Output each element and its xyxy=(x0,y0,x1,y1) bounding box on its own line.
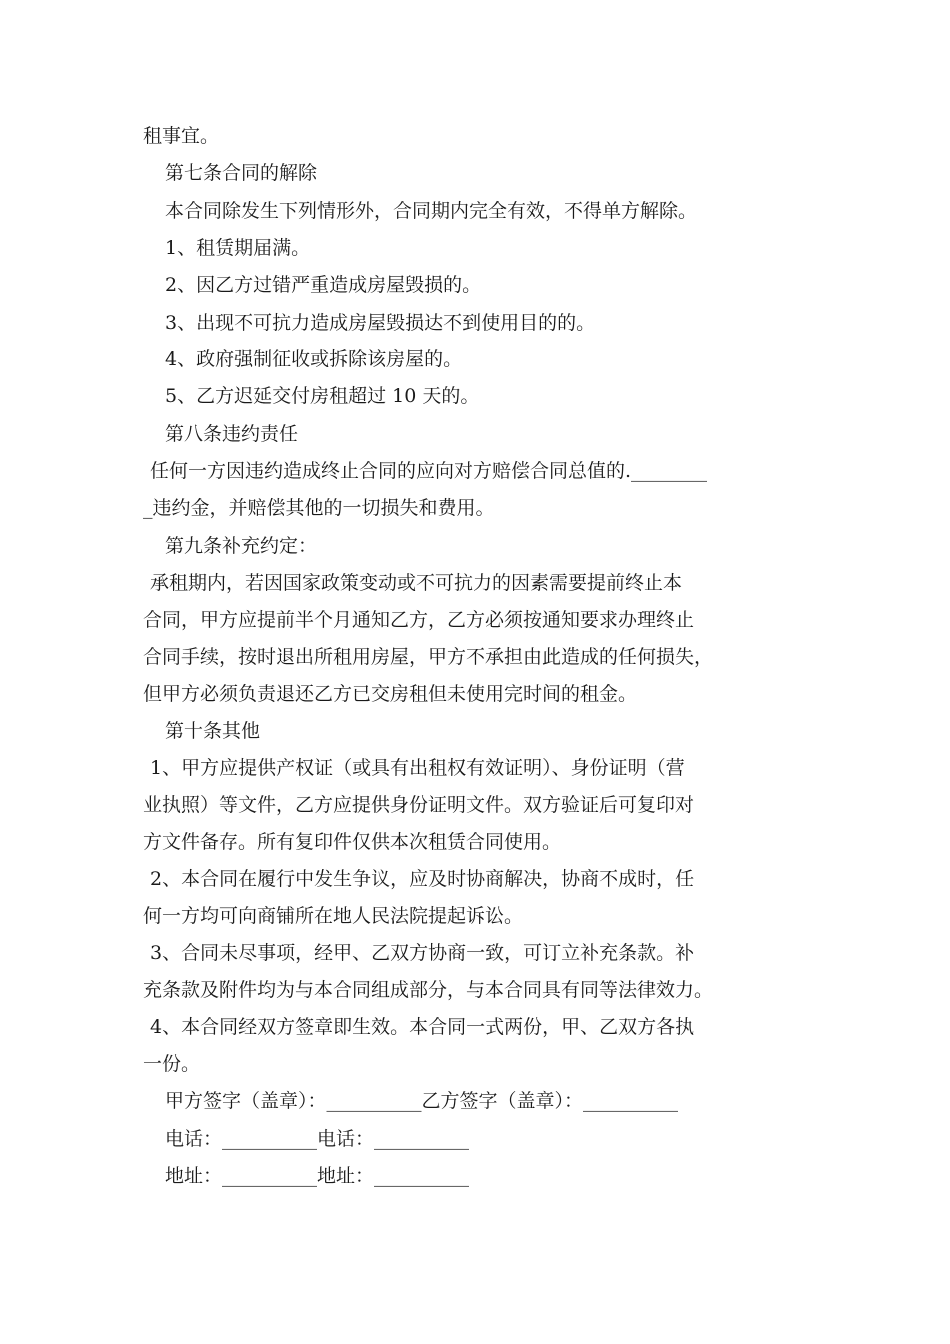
phone-line: 电话：__________电话：__________ xyxy=(165,1128,470,1150)
signature-line: 甲方签字（盖章）：__________乙方签字（盖章）：__________ xyxy=(165,1090,679,1112)
article-7-title: 第七条合同的解除 xyxy=(165,162,318,184)
address-line: 地址：__________地址：__________ xyxy=(165,1165,470,1187)
article-8-text-line-1: 任何一方因违约造成终止合同的应向对方赔偿合同总值的.________ xyxy=(150,460,708,482)
article-9-title: 第九条补充约定： xyxy=(165,535,318,557)
article-7-item-5: 5、乙方迟延交付房租超过 10 天的。 xyxy=(165,385,480,407)
article-10-clause-3-line-1: 3、合同未尽事项，经甲、乙双方协商一致，可订立补充条款。补 xyxy=(150,942,695,964)
article-8-title: 第八条违约责任 xyxy=(165,423,299,445)
article-8-text-line-2: _违约金，并赔偿其他的一切损失和费用。 xyxy=(143,497,495,519)
article-9-text-line-2: 合同，甲方应提前半个月通知乙方，乙方必须按通知要求办理终止 xyxy=(143,609,695,631)
article-9-text-line-4: 但甲方必须负责退还乙方已交房租但未使用完时间的租金。 xyxy=(143,683,638,705)
article-7-intro: 本合同除发生下列情形外，合同期内完全有效，不得单方解除。 xyxy=(165,200,698,222)
article-10-clause-4-line-2: 一份。 xyxy=(143,1053,201,1075)
article-7-item-2: 2、因乙方过错严重造成房屋毁损的。 xyxy=(165,274,482,296)
continued-text: 租事宜。 xyxy=(143,125,220,147)
article-10-clause-4-line-1: 4、本合同经双方签章即生效。本合同一式两份，甲、乙双方各执 xyxy=(150,1016,695,1038)
article-10-clause-1-line-3: 方文件备存。所有复印件仅供本次租赁合同使用。 xyxy=(143,831,562,853)
article-9-text-line-3: 合同手续，按时退出所租用房屋，甲方不承担由此造成的任何损失， xyxy=(143,646,714,668)
article-7-item-4: 4、政府强制征收或拆除该房屋的。 xyxy=(165,348,463,370)
article-10-clause-3-line-2: 充条款及附件均为与本合同组成部分，与本合同具有同等法律效力。 xyxy=(143,979,714,1001)
article-10-clause-2-line-2: 何一方均可向商铺所在地人民法院提起诉讼。 xyxy=(143,905,524,927)
article-10-clause-2-line-1: 2、本合同在履行中发生争议，应及时协商解决，协商不成时，任 xyxy=(150,868,695,890)
article-10-clause-1-line-2: 业执照）等文件，乙方应提供身份证明文件。双方验证后可复印对 xyxy=(143,794,695,816)
article-10-clause-1-line-1: 1、甲方应提供产权证（或具有出租权有效证明）、身份证明（营 xyxy=(150,757,685,779)
article-9-text-line-1: 承租期内，若因国家政策变动或不可抗力的因素需要提前终止本 xyxy=(150,572,683,594)
article-10-title: 第十条其他 xyxy=(165,720,261,742)
article-7-item-1: 1、租赁期届满。 xyxy=(165,237,311,259)
article-7-item-3: 3、出现不可抗力造成房屋毁损达不到使用目的的。 xyxy=(165,312,596,334)
